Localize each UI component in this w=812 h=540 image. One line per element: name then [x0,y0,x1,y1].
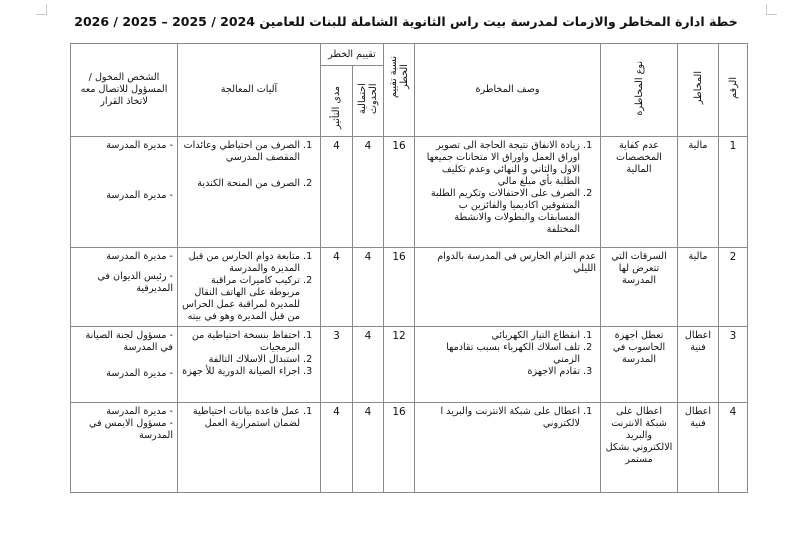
header-impact: مدى التأثير [321,66,353,137]
row-probability: 4 [353,327,384,403]
row-risk-type: السرقات التي تتعرض لها المدرسة [601,248,678,327]
row-number: 4 [719,403,748,493]
responsible-item: - مسؤول الايمس في المدرسة [88,418,173,441]
document-title: خطة ادارة المخاطر والازمات لمدرسة بيت راس الثانوية الشاملة للبنات للعامين 2024 / 2025 – 2025 / 2026 [74,14,738,29]
header-responsible: الشخص المخول / المسؤول للاتصال معه لاتخاذ القرار [71,44,178,137]
responsible-item: - مديرة المدرسة [106,406,173,417]
row-probability: 4 [353,137,384,248]
description-item: 1. انقطاع التيار الكهربائي [419,330,580,342]
row-responsible [71,403,178,493]
table-row [71,327,748,403]
header-number: الرقم [719,44,748,137]
header-probability: احتمالية الحدوث [353,66,384,137]
treatment-item: 2. الصرف من المنحة الكندية [182,178,300,190]
responsible-item: - مديرة المدرسة [106,140,173,151]
row-impact: 3 [321,327,353,403]
responsible-item: - رئيس الديوان في المديرقية [97,271,173,294]
treatment-item: 3. اجراء الصيانة الدورية للأ جهزة [182,366,300,378]
row-probability: 4 [353,403,384,493]
description-item: 3. تقادم الاجهزة [419,366,580,378]
treatment-item: 2. تركيب كاميرات مراقبة مربوطة على الهاتف النقال للمديرة لمراقبة عمل الحراس من قبل المديرة وهو في بيته [182,275,300,323]
row-description: عدم التزام الحارس في المدرسة بالدوام الليلي [415,248,601,327]
row-treatment [178,403,321,493]
row-number: 1 [719,137,748,248]
row-responsible [71,248,178,327]
description-item: 1. زيادة الانفاق نتيجة الحاجة الى تصوير اوراق العمل واوراق الا متحانات جميعها الاول والثاني و النهائي وعدم تكليف الطلبة بأي مبلغ مالي [419,140,580,188]
table-row [71,248,748,327]
header-treatment: آليات المعالجة [178,44,321,137]
responsible-item: - مديرة المدرسة [106,190,173,201]
row-treatment [178,137,321,248]
header-risk-rating: نسبة تقييم الخطر [384,44,415,137]
treatment-item: 1. متابعة دوام الحارس من قبل المديرة والمدرسة [182,251,300,275]
row-impact: 4 [321,137,353,248]
row-risk: مالية [678,137,719,248]
row-risk-type: تعطل اجهزة الحاسوب في المدرسة [601,327,678,403]
row-risk: مالية [678,248,719,327]
row-number: 2 [719,248,748,327]
description-item: 1. اعطال على شبكة الانترنت والبريد ا لالكتروني [419,406,580,430]
row-treatment [178,248,321,327]
treatment-item: 1. الصرف من احتياطي وعائدات المقصف المدرسي [182,140,300,164]
row-responsible [71,327,178,403]
row-rating: 12 [384,327,415,403]
table-row [71,403,748,493]
row-risk: اعطال فنية [678,327,719,403]
row-rating: 16 [384,248,415,327]
responsible-item: - مديرة المدرسة [106,368,173,379]
row-rating: 16 [384,403,415,493]
row-risk: اعطال فنية [678,403,719,493]
row-description [415,137,601,248]
row-risk-type: عدم كفاية المخصصات المالية [601,137,678,248]
row-description [415,403,601,493]
row-risk-type: اعطال على شبكة الانترنت والبريد الالكتروني بشكل مستمر [601,403,678,493]
description-item: 2. تلف اسلاك الكهرباء بسبب تقادمها الزمني [419,342,580,366]
row-treatment [178,327,321,403]
header-risk-type: نوع المخاطرة [601,44,678,137]
row-probability: 4 [353,248,384,327]
row-description [415,327,601,403]
row-impact: 4 [321,403,353,493]
row-impact: 4 [321,248,353,327]
treatment-item: 2. استبدال الاسلاك التالفة [182,354,300,366]
table-row [71,137,748,248]
treatment-item: 1. احتفاظ بنسخة احتياطية من البرمجيات [182,330,300,354]
header-risk-assessment: تقييم الخطر [321,44,384,66]
description-item: 2. الصرف على الاحتفالات وتكريم الطلبة المتفوقين اكاديميا والفائزين ب المسابقات والبطولات والانشطة المختلفة [419,188,580,236]
responsible-item: - مديرة المدرسة [106,251,173,262]
treatment-item: 1. عمل قاعدة بيانات احتياطية لضمان استمرارية العمل [182,406,300,430]
row-rating: 16 [384,137,415,248]
row-number: 3 [719,327,748,403]
row-responsible [71,137,178,248]
header-risks: المخاطر [678,44,719,137]
header-risk-description: وصف المخاطرة [415,44,601,137]
responsible-item: - مسؤول لجنة الصيانة في المدرسة [85,330,173,353]
risk-management-table [70,43,748,493]
